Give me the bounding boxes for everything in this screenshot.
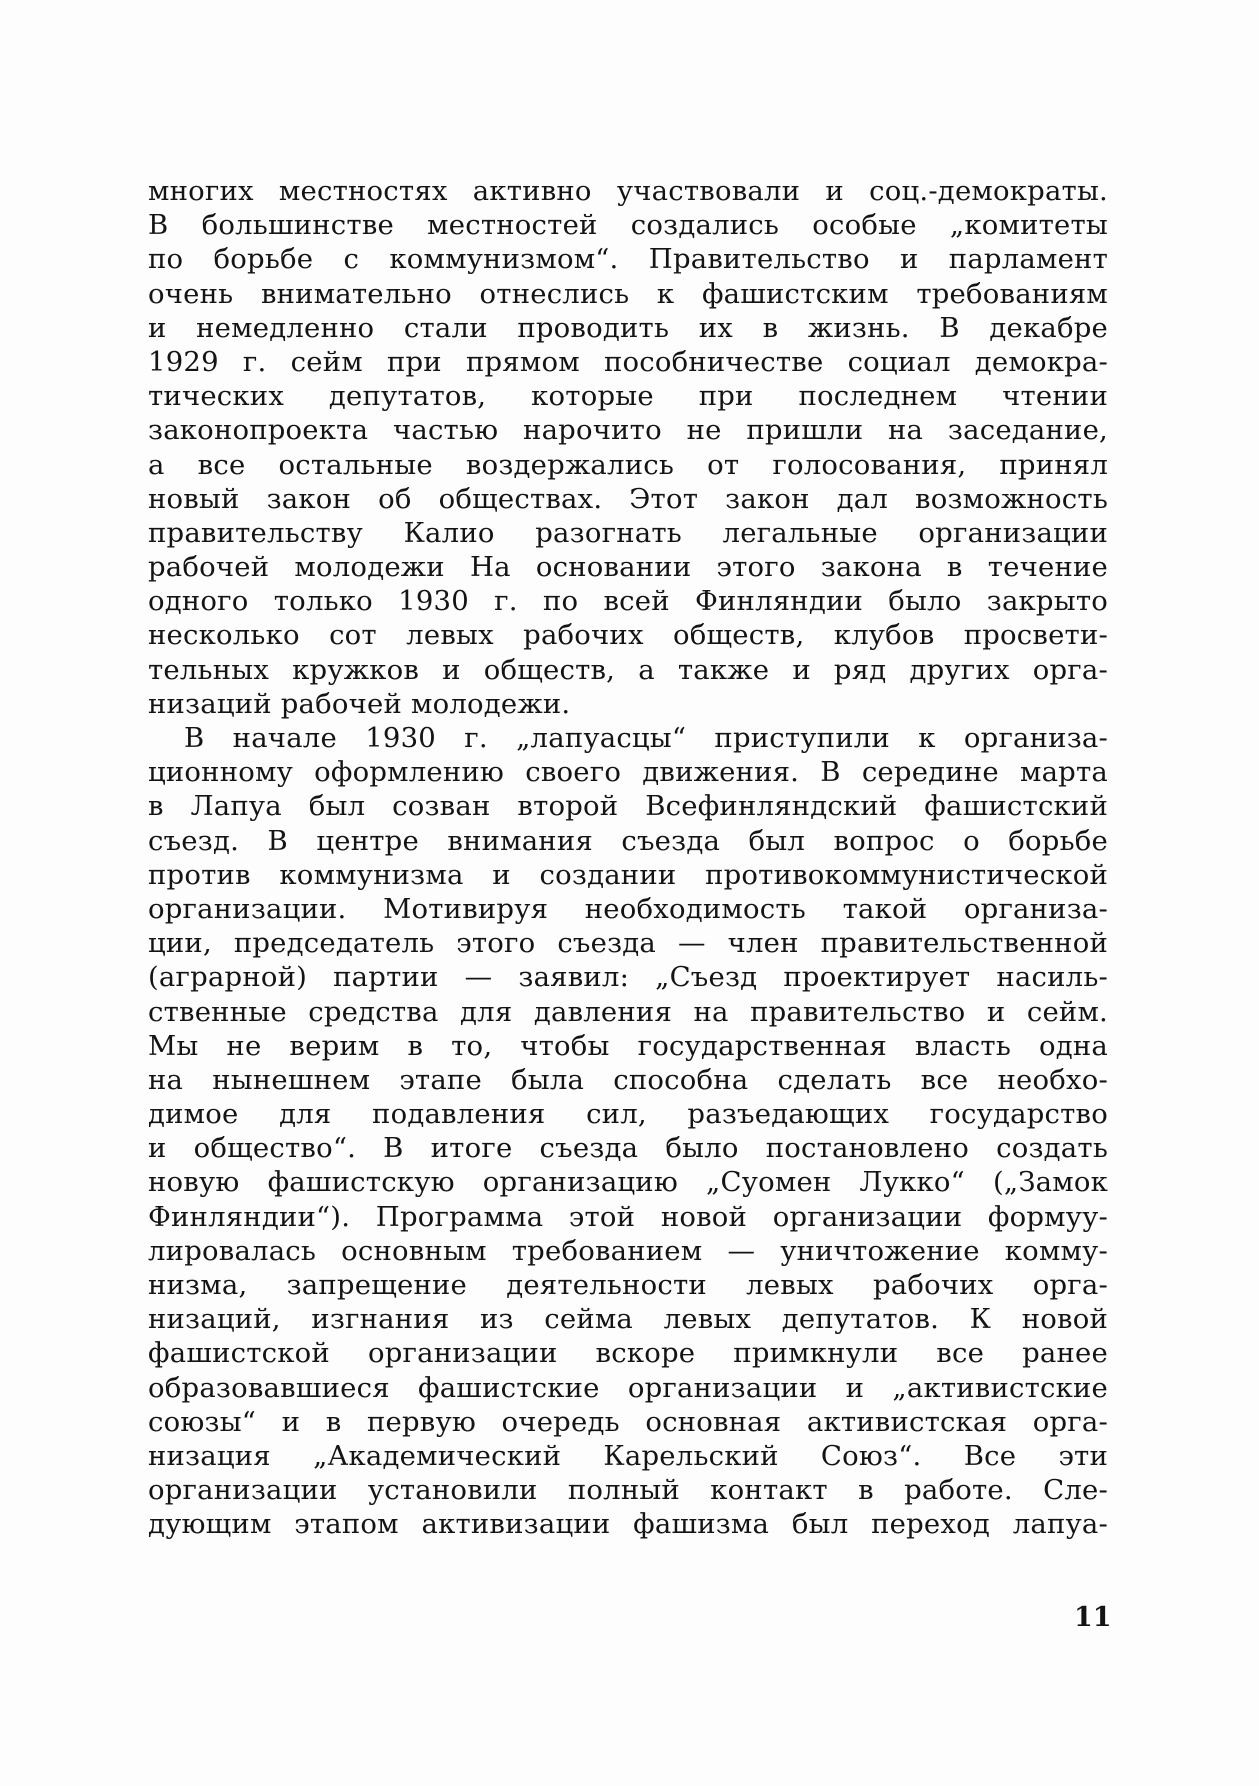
- text-line: дующим этапом активизации фашизма был переход лапуа-: [148, 1508, 1108, 1541]
- paragraph-start-line: В начале 1930 г. „лапуасцы“ приступили к организа-: [184, 722, 1108, 754]
- text-line: многих местностях активно участвовали и соц.-демократы.: [148, 175, 1108, 207]
- text-line: (аграрной) партии — заявил: „Съезд проектирует насиль-: [148, 961, 1108, 994]
- text-line: союзы“ и в первую очередь основная активистская орга-: [148, 1405, 1108, 1438]
- text-line: очень внимательно отнеслись к фашистским требованиям: [148, 277, 1108, 310]
- text-line: и немедленно стали проводить их в жизнь. В декабре: [148, 311, 1108, 344]
- text-line: ции, председатель этого съезда — член правительственной: [148, 927, 1108, 960]
- text-line: образовавшиеся фашистские организации и „активистские: [148, 1371, 1108, 1404]
- body-text: [148, 174, 1108, 1542]
- text-line: в Лапуа был созван второй Всефинляндский фашистский: [148, 790, 1108, 823]
- text-line: новую фашистскую организацию „Суомен Лукко“ („Замок: [148, 1166, 1108, 1199]
- text-line: Мы не верим в то, чтобы государственная власть одна: [148, 1029, 1108, 1062]
- text-line: новый закон об обществах. Этот закон дал возможность: [148, 482, 1108, 515]
- text-line: законопроекта частью нарочито не пришли на заседание,: [148, 414, 1108, 447]
- text-line: 1929 г. сейм при прямом пособничестве социал демокра-: [148, 345, 1108, 378]
- text-line: и общество“. В итоге съезда было постановлено создать: [148, 1132, 1108, 1165]
- text-line: В большинстве местностей создались особые „комитеты: [148, 209, 1108, 242]
- text-line: ственные средства для давления на правительство и сейм.: [148, 995, 1108, 1028]
- text-line: по борьбе с коммунизмом“. Правительство и парламент: [148, 243, 1108, 276]
- text-line: съезд. В центре внимания съезда был вопрос о борьбе: [148, 824, 1108, 857]
- text-line: низаций, изгнания из сейма левых депутатов. К новой: [148, 1303, 1108, 1336]
- text-line: лировалась основным требованием — уничтожение комму-: [148, 1234, 1108, 1267]
- page-number: 11: [1074, 1602, 1112, 1633]
- text-line: Финляндии“). Программа этой новой организации формуу-: [148, 1200, 1108, 1233]
- text-line: тических депутатов, которые при последнем чтении: [148, 380, 1108, 413]
- text-line: организации установили полный контакт в работе. Сле-: [148, 1474, 1108, 1507]
- text-line: а все остальные воздержались от голосования, принял: [148, 448, 1108, 481]
- text-line: несколько сот левых рабочих обществ, клубов просвети-: [148, 619, 1108, 652]
- paragraph-end-line: низаций рабочей молодежи.: [148, 687, 571, 720]
- text-line: тельных кружков и обществ, а также и ряд других орга-: [148, 653, 1108, 686]
- text-line: рабочей молодежи На основании этого закона в течение: [148, 551, 1108, 584]
- text-line: организации. Мотивируя необходимость такой организа-: [148, 892, 1108, 925]
- text-line: против коммунизма и создании противокоммунистической: [148, 858, 1108, 891]
- text-line: низма, запрещение деятельности левых рабочих орга-: [148, 1269, 1108, 1301]
- text-line: ционному оформлению своего движения. В середине марта: [148, 756, 1108, 789]
- text-line: димое для подавления сил, разъедающих государство: [148, 1098, 1108, 1131]
- text-line: на нынешнем этапе была способна сделать все необхо-: [148, 1063, 1108, 1096]
- text-line: одного только 1930 г. по всей Финляндии было закрыто: [148, 585, 1108, 618]
- text-line: правительству Калио разогнать легальные организации: [148, 516, 1108, 549]
- text-line: фашистской организации вскоре примкнули все ранее: [148, 1337, 1108, 1370]
- text-line: низация „Академический Карельский Союз“. Все эти: [148, 1439, 1108, 1472]
